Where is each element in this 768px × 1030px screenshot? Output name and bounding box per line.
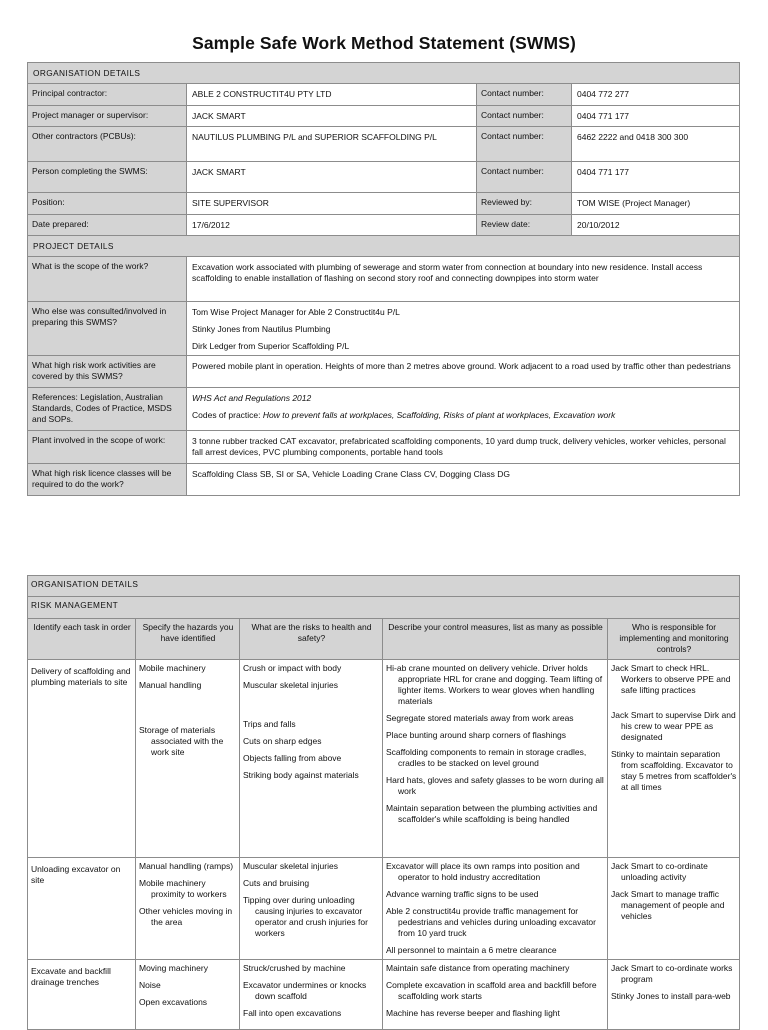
consulted-person: Dirk Ledger from Superior Scaffolding P/L <box>192 341 350 351</box>
review-date-value: 20/10/2012 <box>577 220 620 230</box>
risk-item: Striking body against materials <box>243 770 359 780</box>
scope-value: Excavation work associated with plumbing of sewerage and storm water from connection at boundary into new residence. Install access scaffolding to enable installation of flashing on second story roof and connecting downpipes into storm water <box>192 262 703 283</box>
control-item: Maintain separation between the plumbing activities and scaffolder's while scaffolding is being handled <box>386 803 598 824</box>
licence-classes-value: Scaffolding Class SB, SI or SA, Vehicle Loading Crane Class CV, Dogging Class DG <box>192 469 510 479</box>
position-value: SITE SUPERVISOR <box>192 198 269 208</box>
risk-item: Excavator undermines or knocks down scaffold <box>243 980 367 1001</box>
project-manager-label: Project manager or supervisor: <box>32 110 149 120</box>
hazards-cell <box>136 858 239 930</box>
column-header-task: Identify each task in order <box>33 622 131 632</box>
hazard-item: Manual handling (ramps) <box>139 861 234 871</box>
hazard-item: Mobile machinery proximity to workers <box>139 878 227 899</box>
risk-item: Muscular skeletal injuries <box>243 680 338 690</box>
column-header-responsible: Who is responsible for implementing and monitoring controls? <box>619 622 729 654</box>
contact-number-label: Contact number: <box>481 131 544 141</box>
responsible-item: Jack Smart to co-ordinate unloading activity <box>611 861 708 882</box>
org-section-heading: ORGANISATION DETAILS <box>28 63 740 84</box>
hazard-item: Other vehicles moving in the area <box>139 906 233 927</box>
task-cell: Unloading excavator on site <box>31 864 121 885</box>
control-item: Segregate stored materials away from work areas <box>386 713 574 723</box>
contact-number-value: 0404 771 177 <box>577 111 629 121</box>
contact-number-value: 0404 771 177 <box>577 167 629 177</box>
other-contractors-label: Other contractors (PCBUs): <box>32 131 136 141</box>
responsible-item: Stinky Jones to install para-web <box>611 991 731 1001</box>
codes-of-practice-list: How to prevent falls at workplaces, Scaffolding, Risks of plant at workplaces, Excavation work <box>262 410 616 420</box>
risk-item: Fall into open excavations <box>243 1008 342 1018</box>
hazard-item: Moving machinery <box>139 963 208 973</box>
codes-of-practice-prefix: Codes of practice: <box>192 410 263 420</box>
contact-number-value: 6462 2222 and 0418 300 300 <box>577 132 689 142</box>
consulted-person: Tom Wise Project Manager for Able 2 Constructit4u P/L <box>192 307 400 317</box>
column-header-controls: Describe your control measures, list as many as possible <box>388 622 603 632</box>
table-row <box>28 858 740 960</box>
controls-cell <box>383 858 607 958</box>
risk-management-table <box>27 575 740 1030</box>
task-cell: Excavate and backfill drainage trenches <box>31 966 111 987</box>
risk-item: Crush or impact with body <box>243 663 342 673</box>
contact-number-label: Contact number: <box>481 88 544 98</box>
responsible-item: Stinky to maintain separation from scaffolding. Excavator to stay 5 metres from scaffolder's at all times <box>611 749 737 792</box>
plant-label: Plant involved in the scope of work: <box>32 435 166 445</box>
risk-item: Muscular skeletal injuries <box>243 861 338 871</box>
hazard-item: Storage of materials associated with the work site <box>139 725 224 757</box>
control-item: Advance warning traffic signs to be used <box>386 889 539 899</box>
controls-cell <box>383 660 607 827</box>
risk-item: Objects falling from above <box>243 753 342 763</box>
references-label: References: Legislation, Australian Standards, Codes of Practice, MSDS and SOPs. <box>32 392 172 424</box>
principal-contractor-value: ABLE 2 CONSTRUCTIT4U PTY LTD <box>192 89 332 99</box>
control-item: Machine has reverse beeper and flashing light <box>386 1008 560 1018</box>
risks-cell <box>240 660 382 783</box>
high-risk-work-value: Powered mobile plant in operation. Heights of more than 2 metres above ground. Work adjacent to a road used by traffic other than pedestrians <box>192 361 731 371</box>
control-item: Hi-ab crane mounted on delivery vehicle. Driver holds appropriate HRL for crane and dogging. Team lifting of lighter items. Workers to wear gloves when handling materials <box>386 663 603 706</box>
control-item: Place bunting around sharp corners of flashings <box>386 730 567 740</box>
responsible-item: Jack Smart to check HRL. Workers to observe PPE and safe lifting practices <box>611 663 731 695</box>
responsible-item: Jack Smart to co-ordinate works program <box>611 963 733 984</box>
control-item: All personnel to maintain a 6 metre clearance <box>386 945 557 955</box>
principal-contractor-label: Principal contractor: <box>32 88 108 98</box>
reviewed-by-label: Reviewed by: <box>481 197 533 207</box>
risks-cell <box>240 858 382 941</box>
control-item: Maintain safe distance from operating machinery <box>386 963 570 973</box>
position-label: Position: <box>32 197 65 207</box>
contact-number-value: 0404 772 277 <box>577 89 629 99</box>
risk-item: Trips and falls <box>243 719 296 729</box>
hazards-cell <box>136 660 239 760</box>
risk-item: Struck/crushed by machine <box>243 963 346 973</box>
controls-cell <box>383 960 607 1021</box>
column-header-risks: What are the risks to health and safety? <box>251 622 372 643</box>
responsible-cell <box>608 858 739 924</box>
project-manager-value: JACK SMART <box>192 111 246 121</box>
plant-value: 3 tonne rubber tracked CAT excavator, prefabricated scaffolding components, 10 yard dump truck, delivery vehicles, worker vehicles, personal fall arrest devices, PVC plumbing components, portable hand tools <box>192 436 726 457</box>
reviewed-by-value: TOM WISE (Project Manager) <box>577 198 691 208</box>
risk-section-heading: RISK MANAGEMENT <box>28 597 740 619</box>
risk-org-heading: ORGANISATION DETAILS <box>28 576 740 597</box>
control-item: Complete excavation in scaffold area and backfill before scaffolding work starts <box>386 980 597 1001</box>
risk-item: Tipping over during unloading causing injuries to excavator operator and crush injuries for workers <box>243 895 368 938</box>
control-item: Able 2 constructit4u provide traffic management for pedestrians and vehicles during unloading excavator from 10 yard truck <box>386 906 596 938</box>
responsible-cell <box>608 660 739 795</box>
responsible-item: Jack Smart to manage traffic management of people and vehicles <box>611 889 725 921</box>
control-item: Hard hats, gloves and safety glasses to be worn during all work <box>386 775 604 796</box>
consulted-label: Who else was consulted/involved in preparing this SWMS? <box>32 306 167 327</box>
control-item: Scaffolding components to remain in storage cradles, cradles to be stacked on level ground <box>386 747 587 768</box>
high-risk-work-label: What high risk work activities are covered by this SWMS? <box>32 360 156 381</box>
hazard-item: Mobile machinery <box>139 663 206 673</box>
table-row <box>28 660 740 858</box>
hazard-item: Noise <box>139 980 161 990</box>
column-header-hazards: Specify the hazards you have identified <box>142 622 234 643</box>
scope-label: What is the scope of the work? <box>32 261 149 271</box>
risk-item: Cuts and bruising <box>243 878 310 888</box>
date-prepared-value: 17/6/2012 <box>192 220 230 230</box>
risk-item: Cuts on sharp edges <box>243 736 322 746</box>
contact-number-label: Contact number: <box>481 110 544 120</box>
task-cell: Delivery of scaffolding and plumbing materials to site <box>31 666 131 687</box>
person-completing-label: Person completing the SWMS: <box>32 166 148 176</box>
licence-classes-label: What high risk licence classes will be required to do the work? <box>32 468 172 489</box>
responsible-cell <box>608 960 739 1004</box>
risks-cell <box>240 960 382 1021</box>
document-title: Sample Safe Work Method Statement (SWMS) <box>192 33 576 53</box>
table-row <box>28 960 740 1030</box>
responsible-item: Jack Smart to supervise Dirk and his crew to wear PPE as designated <box>611 710 736 742</box>
review-date-label: Review date: <box>481 219 531 229</box>
project-section-heading: PROJECT DETAILS <box>28 236 740 257</box>
hazards-cell <box>136 960 239 1010</box>
consulted-person: Stinky Jones from Nautilus Plumbing <box>192 324 331 334</box>
references-act: WHS Act and Regulations 2012 <box>192 393 312 403</box>
person-completing-value: JACK SMART <box>192 167 246 177</box>
hazard-item: Manual handling <box>139 680 202 690</box>
other-contractors-value: NAUTILUS PLUMBING P/L and SUPERIOR SCAFFOLDING P/L <box>192 132 437 142</box>
hazard-item: Open excavations <box>139 997 208 1007</box>
date-prepared-label: Date prepared: <box>32 219 89 229</box>
control-item: Excavator will place its own ramps into position and operator to hold industry accreditation <box>386 861 580 882</box>
details-table <box>27 62 740 496</box>
contact-number-label: Contact number: <box>481 166 544 176</box>
